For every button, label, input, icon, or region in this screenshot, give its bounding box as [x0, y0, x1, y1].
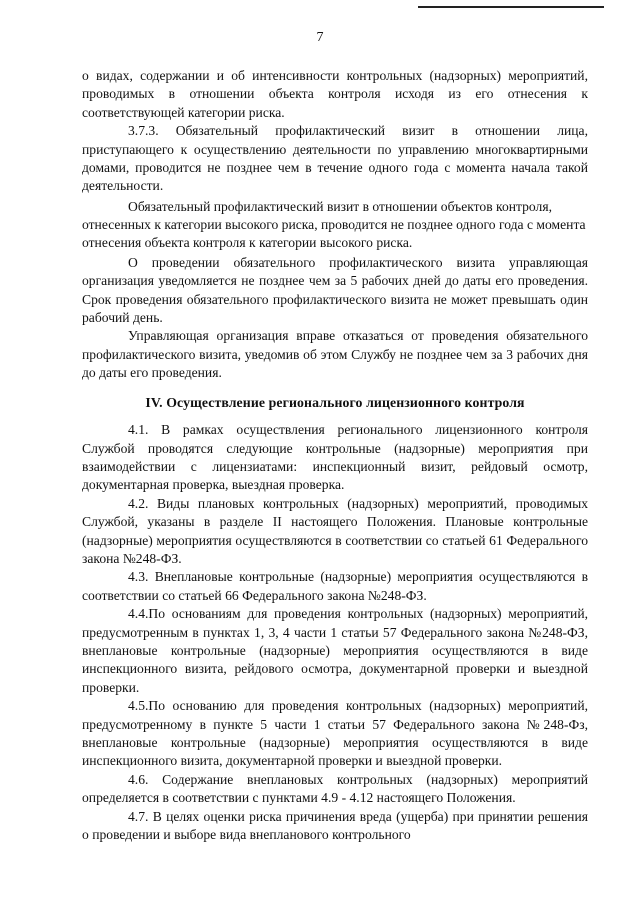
paragraph-notification: О проведении обязательного профилактического визита управляющая организация уведомляется не позднее чем за 5 рабочих дней до даты его проведения. Срок проведения обязательного профилактического визита не может превышать один рабочий день. [82, 254, 588, 326]
paragraph-3-7-3: 3.7.3. Обязательный профилактический визит в отношении лица, приступающего к осуществлению деятельности по управлению многоквартирными домами, проводится не позднее чем в течение одного года с момента начала такой деятельности. [82, 123, 588, 194]
paragraph-4-3: 4.3. Внеплановые контрольные (надзорные) мероприятия осуществляются в соответствии со статьей 66 Федерального закона №248-ФЗ. [82, 569, 588, 603]
paragraph-4-1: 4.1. В рамках осуществления регионального лицензионного контроля Службой проводятся следующие контрольные (надзорные) мероприятия при взаимодействии с лицензиатами: инспекционный визит, рейдовый осмотр, документарная проверка, выездная проверка. [82, 422, 588, 493]
paragraph-4-4: 4.4.По основаниям для проведения контрольных (надзорных) мероприятий, предусмотренным в пунктах 1, 3, 4 части 1 статьи 57 Федерального закона №248-ФЗ, внеплановые контрольные (надзорные) мероприятия осуществляются в виде инспекционного визита, рейдового осмотра, документарной проверки и выездной проверки. [82, 606, 588, 695]
paragraph-continuation: о видах, содержании и об интенсивности контрольных (надзорных) мероприятий, проводимых в отношении объекта контроля исходя из его отнесения к соответствующей категории риска. [82, 68, 588, 120]
page-number: 7 [316, 30, 324, 45]
paragraph-4-5: 4.5.По основанию для проведения контрольных (надзорных) мероприятий, предусмотренному в пункте 5 части 1 статьи 57 Федерального закона №248-Фз, внеплановые контрольные (надзорные) мероприятия осуществляются в виде инспекционного визита, документарной проверки и выездной проверки. [82, 698, 588, 769]
paragraph-high-risk-visit: Обязательный профилактический визит в отношении объектов контроля, отнесенных к категории высокого риска, проводится не позднее одного года с момента отнесения объекта контроля к категории высокого риска. [82, 198, 586, 250]
paragraph-4-6: 4.6. Содержание внеплановых контрольных (надзорных) мероприятий определяется в соответствии с пунктами 4.9 - 4.12 настоящего Положения. [82, 771, 588, 806]
paragraph-4-7: 4.7. В целях оценки риска причинения вреда (ущерба) при принятии решения о проведении и выборе вида внепланового контрольного [82, 808, 588, 843]
document-body [82, 67, 588, 844]
paragraph-4-2: 4.2. Виды плановых контрольных (надзорных) мероприятий, проводимых Службой, указаны в разделе II настоящего Положения. Плановые контрольные (надзорные) мероприятия осуществляются в соответствии со статьей 61 Федерального закона №248-ФЗ. [82, 495, 588, 566]
top-rule [418, 6, 604, 8]
section-heading: IV. Осуществление регионального лицензионного контроля [145, 394, 525, 410]
paragraph-refusal: Управляющая организация вправе отказаться от проведения обязательного профилактического визита, уведомив об этом Службу не позднее чем за 3 рабочих дня до даты его проведения. [82, 328, 588, 381]
